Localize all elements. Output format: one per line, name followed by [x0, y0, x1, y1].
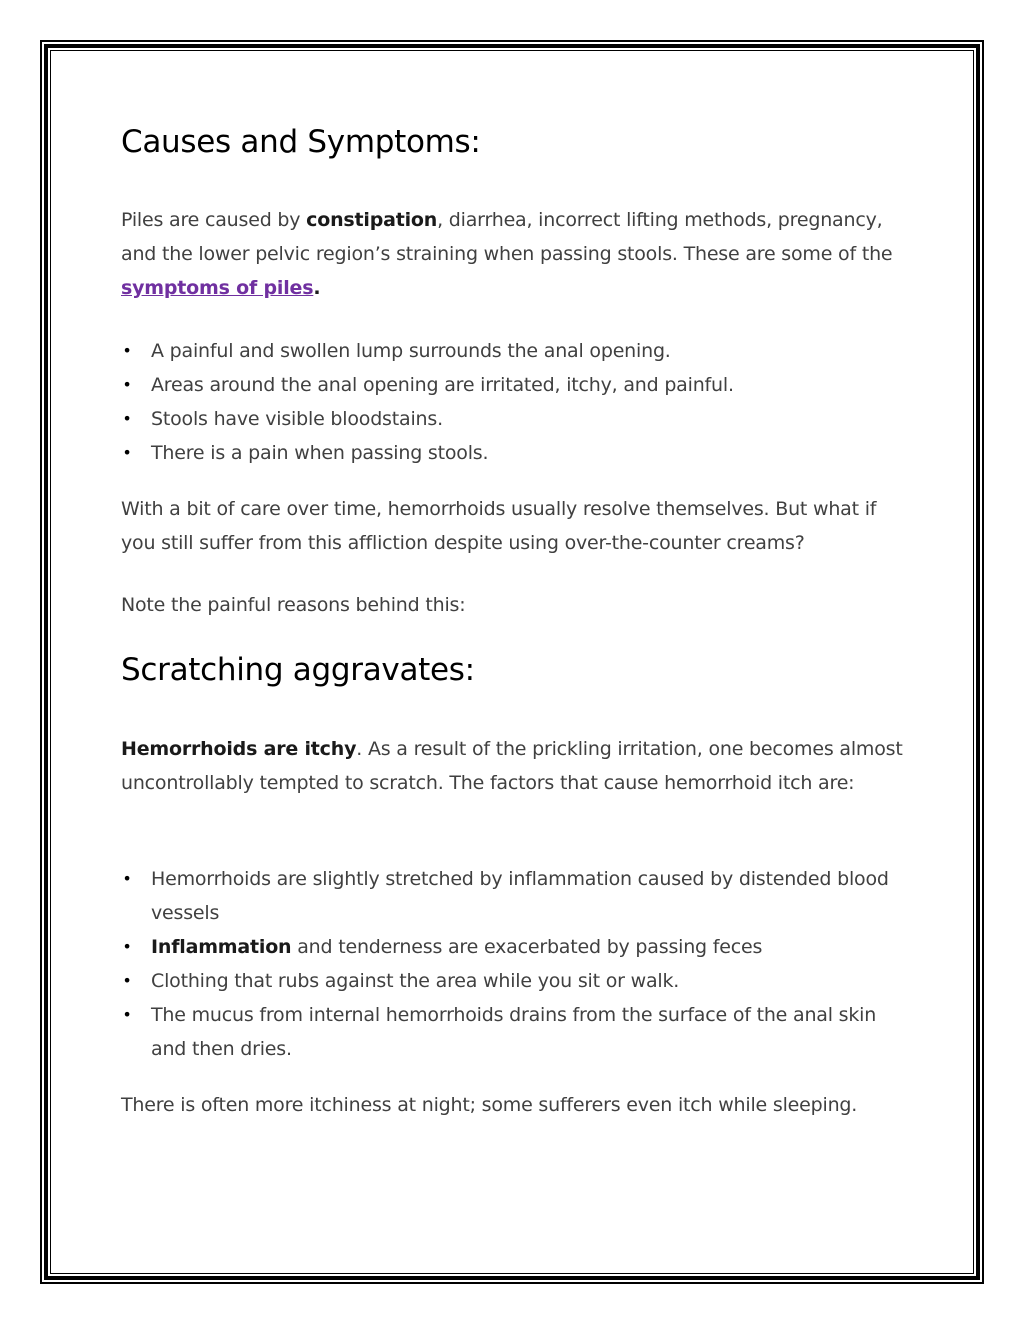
- itch-factors-list: [121, 862, 911, 1066]
- bullet-icon: •: [122, 869, 132, 888]
- bullet-icon: •: [122, 375, 132, 394]
- heading-causes-symptoms: Causes and Symptoms:: [121, 124, 481, 160]
- list-item-text: Areas around the anal opening are irritated, itchy, and painful.: [151, 374, 734, 396]
- list-item: [121, 964, 911, 998]
- intro-text-middle: , diarrhea, incorrect lifting methods, pregnancy, and the lower pelvic region’s straining when passing stools. These are some of the: [121, 209, 893, 265]
- list-item-text: and tenderness are exacerbated by passing feces: [291, 936, 763, 958]
- intro-text-end: .: [313, 277, 321, 299]
- heading-scratching-aggravates: Scratching aggravates:: [121, 652, 475, 688]
- bullet-icon: •: [122, 971, 132, 990]
- reasons-paragraph: Note the painful reasons behind this:: [121, 594, 466, 616]
- list-item-text: A painful and swollen lump surrounds the anal opening.: [151, 340, 671, 362]
- night-itch-paragraph: There is often more itchiness at night; some sufferers even itch while sleeping.: [121, 1094, 858, 1116]
- list-item-text: Stools have visible bloodstains.: [151, 408, 443, 430]
- causes-intro-paragraph: [121, 203, 911, 305]
- care-paragraph: With a bit of care over time, hemorrhoids usually resolve themselves. But what if you still suffer from this affliction despite using over-the-counter creams?: [121, 498, 877, 554]
- symptoms-of-piles-link[interactable]: symptoms of piles: [121, 277, 314, 299]
- bullet-icon: •: [122, 341, 132, 360]
- bullet-icon: •: [122, 937, 132, 956]
- list-item-bold: Inflammation: [151, 936, 292, 958]
- list-item-text: Clothing that rubs against the area while you sit or walk.: [151, 970, 680, 992]
- constipation-bold: constipation: [306, 209, 438, 231]
- list-item: [121, 436, 911, 470]
- list-item: [121, 998, 911, 1066]
- list-item-text: The mucus from internal hemorrhoids drains from the surface of the anal skin and then dries.: [151, 1004, 877, 1060]
- list-item: [121, 368, 911, 402]
- itchy-intro-paragraph: [121, 732, 911, 800]
- itchy-intro-rest: . As a result of the prickling irritation, one becomes almost uncontrollably tempted to scratch. The factors that cause hemorrhoid itch are:: [121, 738, 903, 794]
- list-item: [121, 402, 911, 436]
- hemorrhoids-itchy-bold: Hemorrhoids are itchy: [121, 738, 357, 760]
- intro-text-start: Piles are caused by: [121, 209, 307, 231]
- bullet-icon: •: [122, 409, 132, 428]
- list-item: [121, 862, 911, 930]
- bullet-icon: •: [122, 443, 132, 462]
- list-item-text: Hemorrhoids are slightly stretched by inflammation caused by distended blood vessels: [151, 868, 889, 924]
- symptoms-list: [121, 334, 911, 470]
- list-item: [121, 930, 911, 964]
- list-item: [121, 334, 911, 368]
- bullet-icon: •: [122, 1005, 132, 1024]
- list-item-text: There is a pain when passing stools.: [151, 442, 489, 464]
